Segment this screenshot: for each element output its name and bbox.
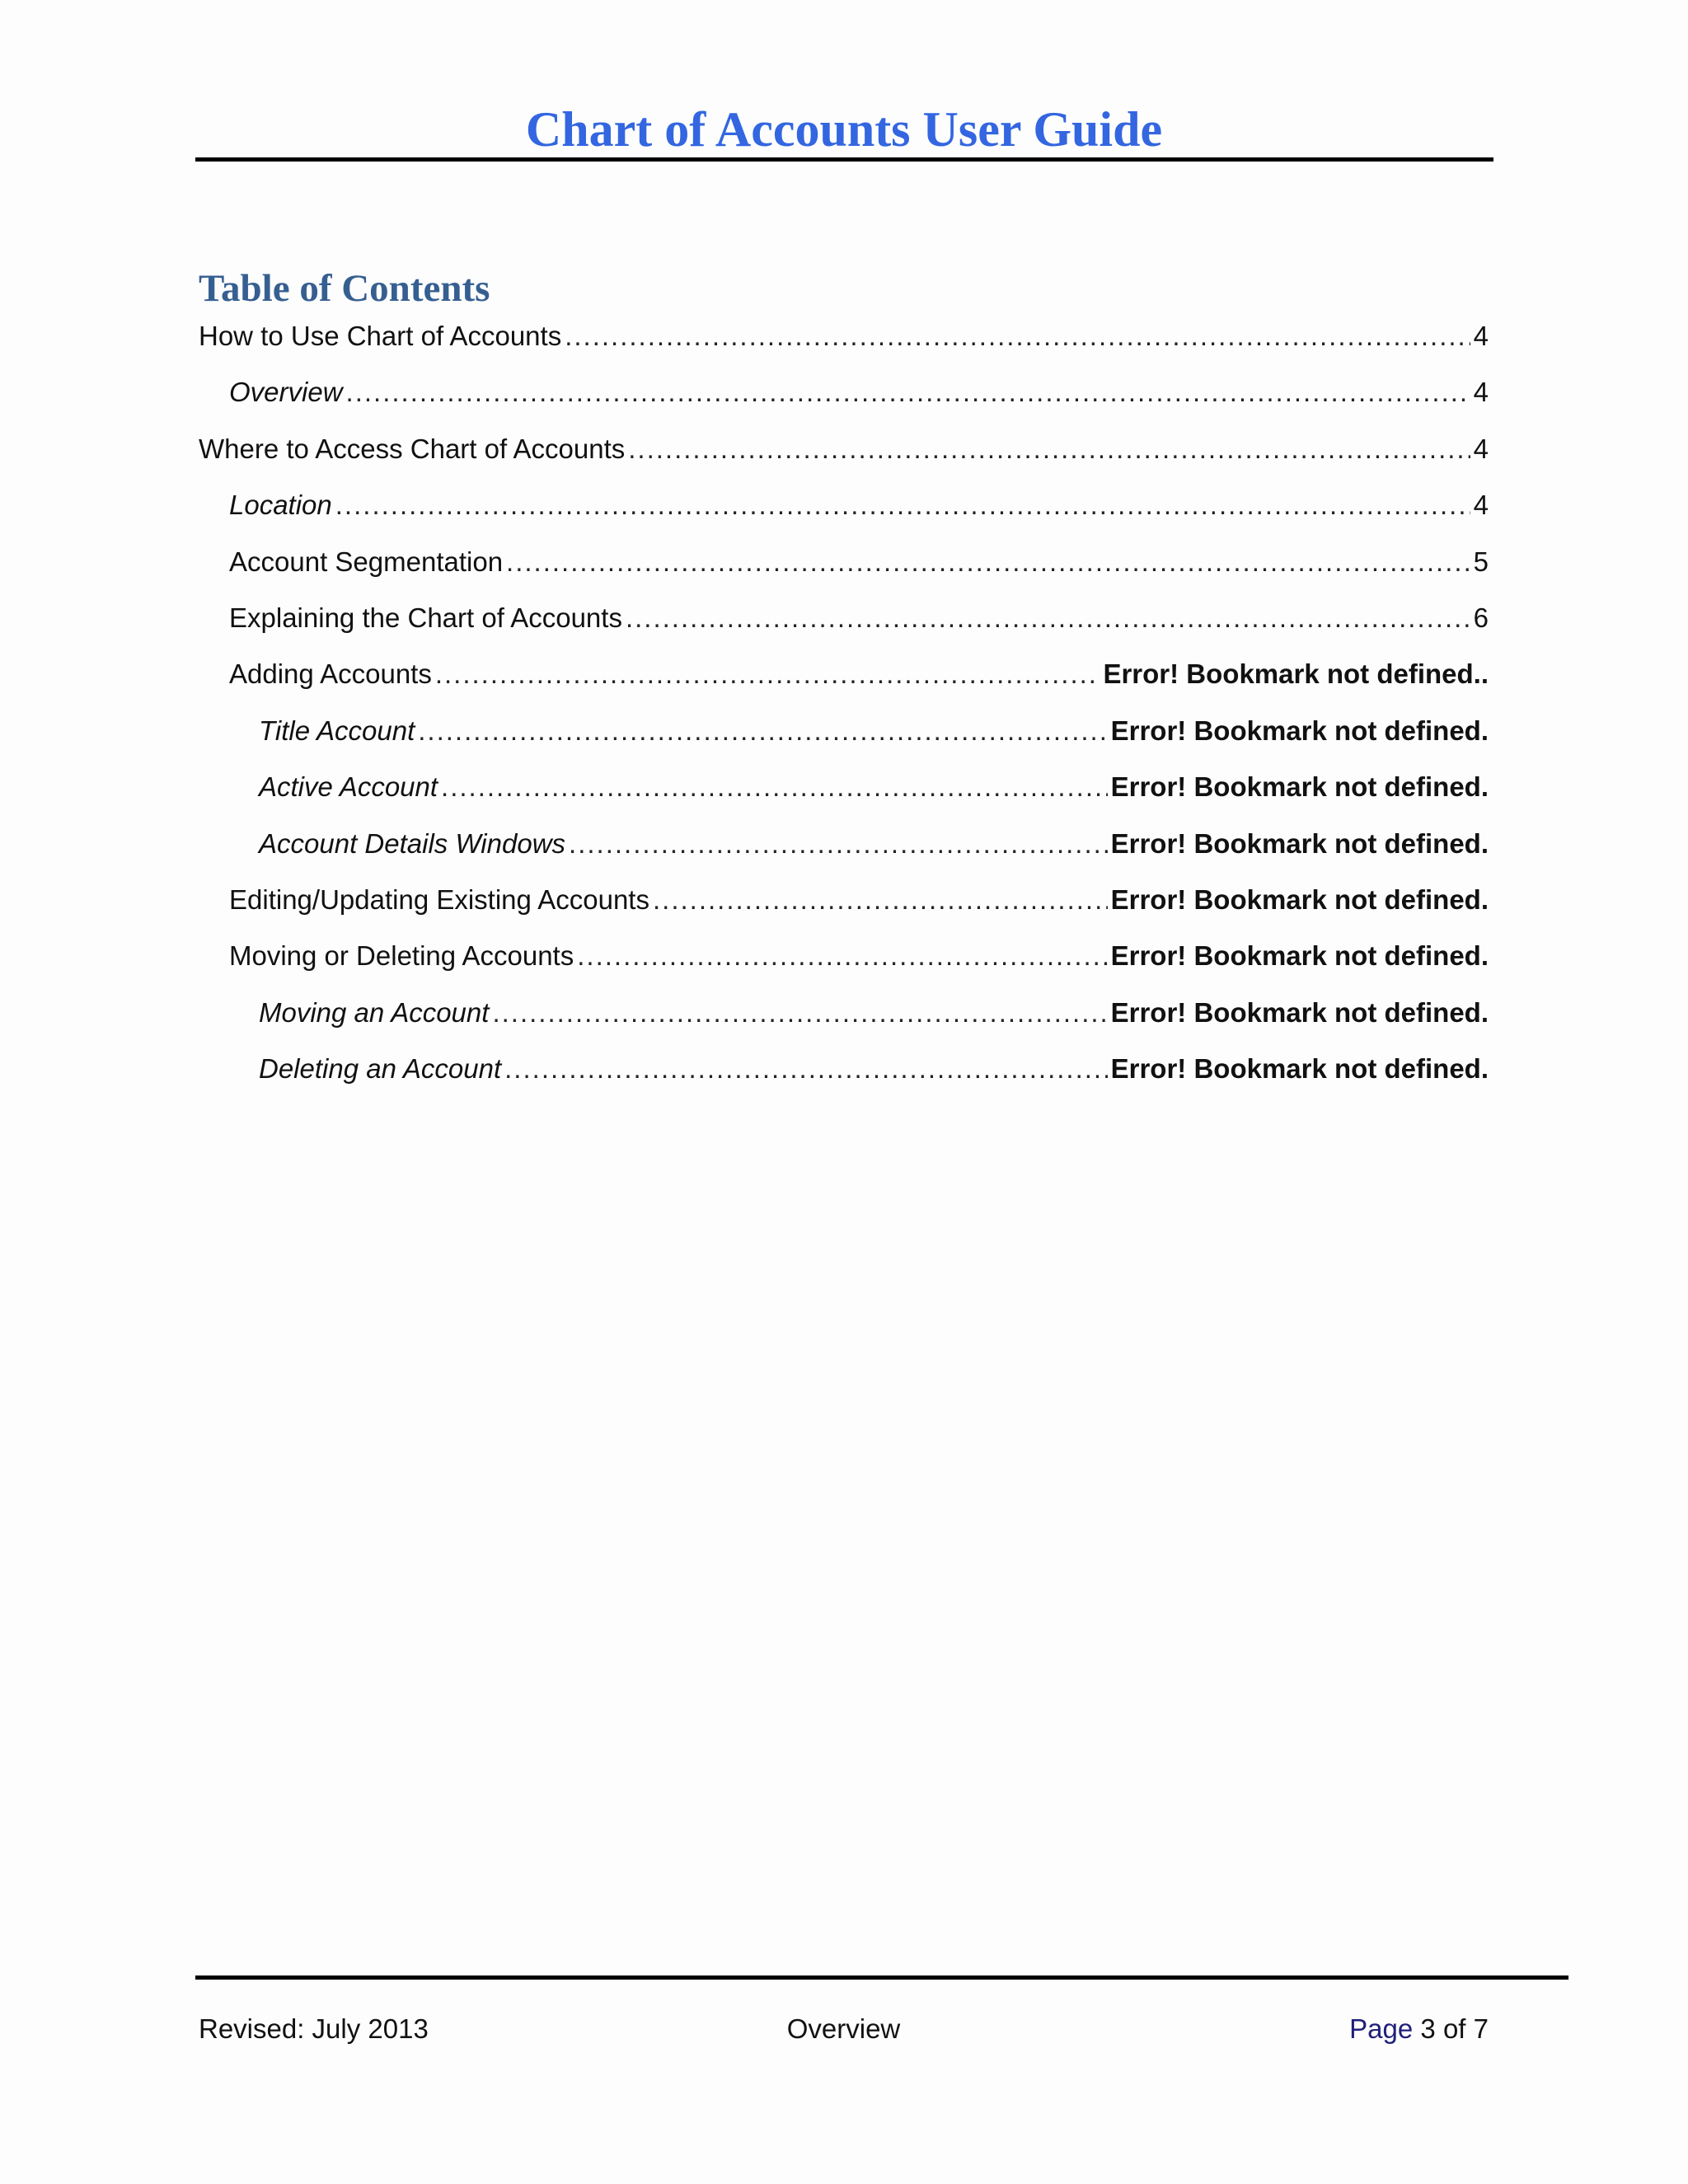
- toc-entry-label: Account Details Windows: [259, 827, 566, 859]
- toc-entry-how-to-use[interactable]: [199, 312, 1489, 368]
- toc-entry-label: Account Segmentation: [229, 546, 504, 577]
- toc-dot-leader: [569, 819, 1108, 869]
- toc-entry-label: Overview: [229, 377, 343, 408]
- toc-entry-label: Explaining the Chart of Accounts: [229, 602, 622, 633]
- toc-entry-page-error: Error! Bookmark not defined.: [1110, 996, 1489, 1028]
- toc-entry-label: Active Account: [259, 771, 438, 803]
- document-title: Chart of Accounts User Guide: [525, 102, 1163, 157]
- toc-entry-page-error: Error! Bookmark not defined..: [1103, 658, 1489, 690]
- toc-entry-page: 4: [1473, 490, 1489, 521]
- toc-entry-page-error: Error! Bookmark not defined.: [1110, 883, 1489, 915]
- toc-entry-page: 4: [1473, 321, 1489, 351]
- toc-entry-location[interactable]: [199, 480, 1489, 537]
- toc-dot-leader: [628, 424, 1470, 474]
- toc-dot-leader: [504, 1044, 1107, 1094]
- footer-page-word: Page: [1349, 2013, 1414, 2044]
- footer-page-number: 3: [1420, 2013, 1436, 2044]
- toc-dot-leader: [418, 706, 1107, 756]
- toc-entry-explaining[interactable]: [199, 593, 1489, 649]
- toc-dot-leader: [346, 368, 1470, 417]
- toc-heading: Table of Contents: [199, 267, 490, 310]
- footer-divider: [195, 1975, 1568, 1980]
- toc-entry-label: Title Account: [259, 715, 415, 746]
- toc-entry-page-error: Error! Bookmark not defined.: [1110, 827, 1489, 859]
- toc-entry-account-segmentation[interactable]: [199, 537, 1489, 593]
- toc-dot-leader: [653, 875, 1108, 925]
- footer-of-word: of: [1442, 2013, 1466, 2044]
- toc-entry-page-error: Error! Bookmark not defined.: [1110, 771, 1489, 803]
- toc-entry-label: Deleting an Account: [259, 1053, 502, 1085]
- toc-entry-label: Where to Access Chart of Accounts: [199, 433, 626, 464]
- table-of-contents: [199, 312, 1489, 1100]
- page-footer: [199, 2004, 1489, 2054]
- toc-dot-leader: [506, 537, 1470, 587]
- toc-entry-label: Moving an Account: [259, 996, 490, 1028]
- toc-entry-label: Location: [229, 490, 332, 521]
- toc-entry-label: Editing/Updating Existing Accounts: [229, 883, 649, 915]
- toc-dot-leader: [441, 762, 1108, 812]
- toc-entry-where-to-access[interactable]: [199, 424, 1489, 480]
- toc-entry-moving-account[interactable]: [199, 988, 1489, 1044]
- footer-page-counter: [1349, 2004, 1489, 2054]
- toc-entry-active-account[interactable]: [199, 762, 1489, 818]
- toc-entry-label: How to Use Chart of Accounts: [199, 321, 562, 351]
- toc-entry-page-error: Error! Bookmark not defined.: [1110, 940, 1489, 972]
- toc-entry-page: 4: [1473, 377, 1489, 408]
- footer-page-total: 7: [1473, 2013, 1489, 2044]
- toc-entry-page: 4: [1473, 433, 1489, 464]
- toc-entry-label: Adding Accounts: [229, 658, 432, 690]
- footer-revised-date: Revised: July 2013: [199, 2013, 429, 2044]
- toc-entry-overview[interactable]: [199, 368, 1489, 424]
- toc-dot-leader: [435, 649, 1100, 699]
- toc-dot-leader: [565, 312, 1470, 361]
- toc-entry-deleting-account[interactable]: [199, 1044, 1489, 1100]
- toc-entry-page: 6: [1473, 602, 1489, 633]
- toc-entry-page-error: Error! Bookmark not defined.: [1110, 715, 1489, 746]
- toc-entry-label: Moving or Deleting Accounts: [229, 940, 574, 972]
- toc-entry-page-error: Error! Bookmark not defined.: [1110, 1053, 1489, 1085]
- toc-entry-page: 5: [1473, 546, 1489, 577]
- toc-entry-account-details-windows[interactable]: [199, 819, 1489, 875]
- header-divider: [195, 157, 1493, 162]
- footer-section-name: Overview: [786, 2013, 901, 2044]
- toc-entry-editing-updating[interactable]: [199, 875, 1489, 931]
- toc-dot-leader: [577, 931, 1107, 981]
- toc-dot-leader: [626, 593, 1470, 643]
- toc-entry-adding-accounts[interactable]: [199, 649, 1489, 705]
- toc-entry-title-account[interactable]: [199, 706, 1489, 762]
- toc-dot-leader: [492, 988, 1107, 1038]
- toc-entry-moving-deleting[interactable]: [199, 931, 1489, 987]
- toc-dot-leader: [335, 480, 1470, 530]
